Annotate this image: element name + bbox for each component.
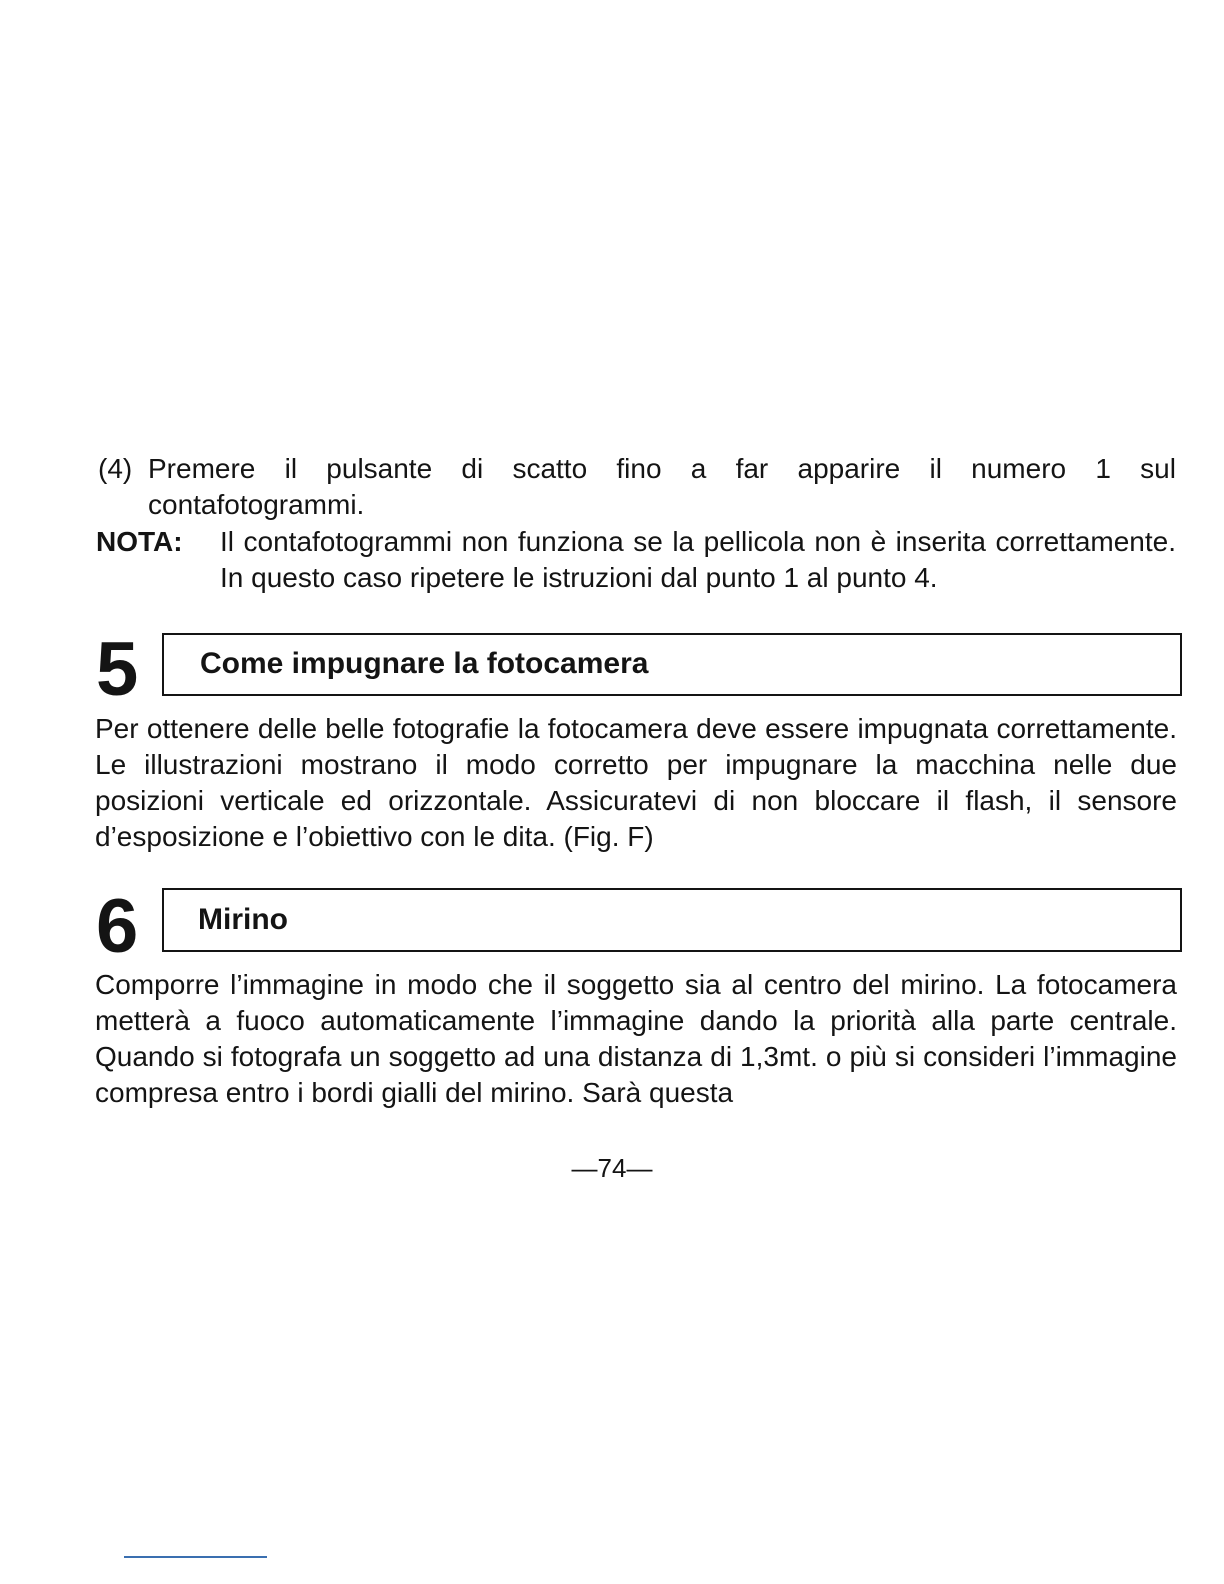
step-word: pulsante (326, 453, 433, 484)
step-text-line1 (148, 451, 1176, 487)
step-word: Premere (148, 453, 256, 484)
step-word: numero (971, 453, 1067, 484)
step-word: a (690, 453, 707, 484)
section-5-number: 5 (96, 627, 137, 712)
note-text: Il contafotogrammi non funziona se la pellicola non è inserita correttamente. In questo caso ripetere le istruzioni dal punto 1 al punto 4. (220, 526, 1176, 593)
step-number: (4) (98, 453, 133, 484)
section-6-body: Comporre l’immagine in modo che il soggetto sia al centro del mirino. La fotocamera metterà a fuoco automaticamente l’immagine dando la priorità alla parte centrale. Quando si fotografa un soggetto ad una distanza di 1,3mt. o più si consideri l’immagine compresa entro i bordi gialli del mirino. Sarà questa (95, 969, 1177, 1108)
note-label: NOTA: (96, 526, 183, 557)
page-number: —74— (571, 1153, 653, 1183)
step-word: sul (1140, 453, 1176, 484)
step-word: il (929, 453, 942, 484)
step-word: apparire (797, 453, 901, 484)
section-5-body: Per ottenere delle belle fotografie la fotocamera deve essere impugnata correttamente. Le illustrazioni mostrano il modo corretto per impugnare la macchina nelle due posizioni verticale ed orizzontale. Assicuratevi di non bloccare il flash, il sensore d’esposizione e l’obiettivo con le dita. (Fig. F) (95, 713, 1177, 852)
section-6-header-box (162, 888, 1182, 952)
step-word: di (461, 453, 484, 484)
step-text-line2: contafotogrammi. (148, 489, 365, 520)
step-word: far (735, 453, 769, 484)
section-6-number: 6 (96, 884, 137, 969)
bottom-rule (124, 1556, 267, 1558)
section-5-title: Come impugnare la fotocamera (200, 647, 649, 680)
section-6-title: Mirino (198, 903, 288, 936)
step-word: scatto (512, 453, 588, 484)
step-word: il (284, 453, 298, 484)
step-word: 1 (1095, 453, 1111, 484)
step-word: fino (616, 453, 662, 484)
